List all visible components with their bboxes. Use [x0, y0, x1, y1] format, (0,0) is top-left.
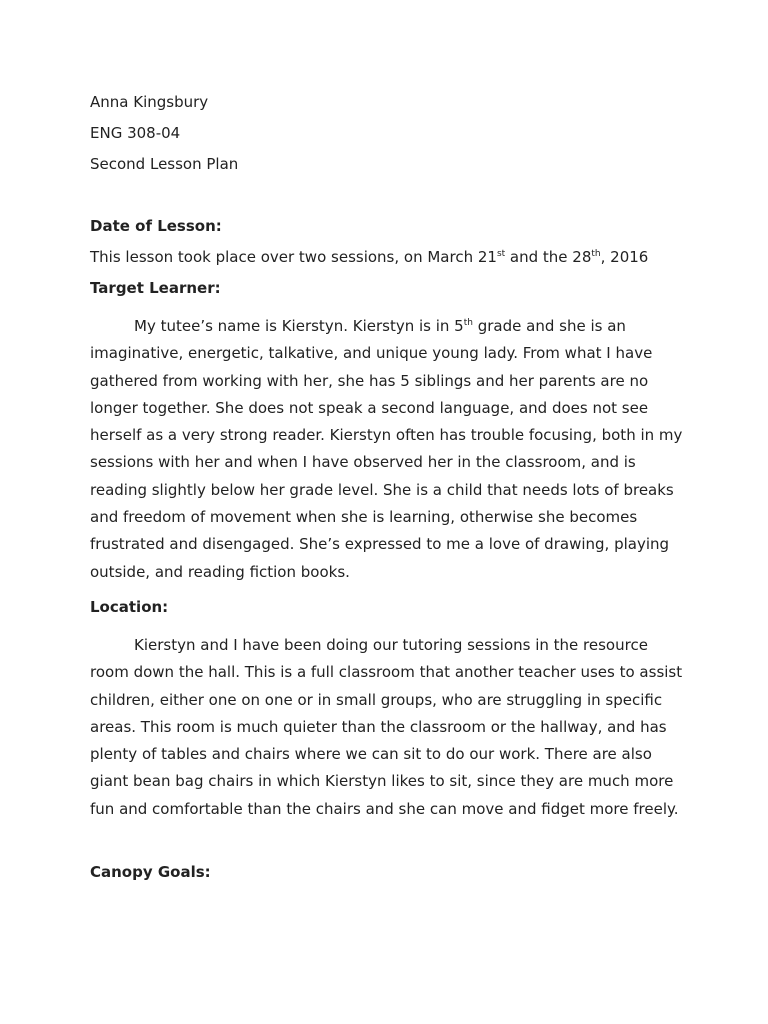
grade-superscript: th [463, 318, 473, 328]
course-code: ENG 308-04 [90, 124, 181, 142]
date-superscript-2: th [591, 249, 601, 259]
date-superscript-1: st [496, 249, 506, 259]
target-learner-text-part-2: grade and she is an imaginative, energetic, talkative, and unique young lady. From what I have gathered from working with her, she has 5 siblings and her parents are no longer together. She does not speak a second language, and does not see herself as a very strong reader. Kierstyn often has trouble focusing, both in my sessions with her and when I have observed her in the classroom, and is reading slightly below her grade level. She is a child that needs lots of breaks and freedom of movement when she is learning, otherwise she becomes frustrated and disengaged. She’s expressed to me a love of drawing, playing outside, and reading fiction books. [90, 317, 683, 581]
target-learner-text-part-1: My tutee’s name is Kierstyn. Kierstyn is in 5 [134, 317, 464, 335]
author-name: Anna Kingsbury [90, 93, 209, 111]
date-of-lesson-text [90, 247, 648, 267]
date-of-lesson-heading: Date of Lesson: [90, 217, 222, 235]
date-text-part-1: This lesson took place over two sessions, on March 21 [90, 248, 497, 266]
location-heading: Location: [90, 598, 169, 616]
target-learner-heading: Target Learner: [90, 279, 221, 297]
location-paragraph [90, 632, 690, 823]
document-title: Second Lesson Plan [90, 155, 239, 173]
target-learner-paragraph [90, 313, 690, 586]
date-text-part-3: , 2016 [600, 248, 649, 266]
location-text: Kierstyn and I have been doing our tutoring sessions in the resource room down the hall. This is a full classroom that another teacher uses to assist children, either one on one or in small groups, who are struggling in specific areas. This room is much quieter than the classroom or the hallway, and has plenty of tables and chairs where we can sit to do our work. There are also giant bean bag chairs in which Kierstyn likes to sit, since they are much more fun and comfortable than the chairs and she can move and fidget more freely. [90, 636, 683, 818]
date-text-part-2: and the 28 [505, 248, 592, 266]
canopy-goals-heading: Canopy Goals: [90, 863, 211, 881]
